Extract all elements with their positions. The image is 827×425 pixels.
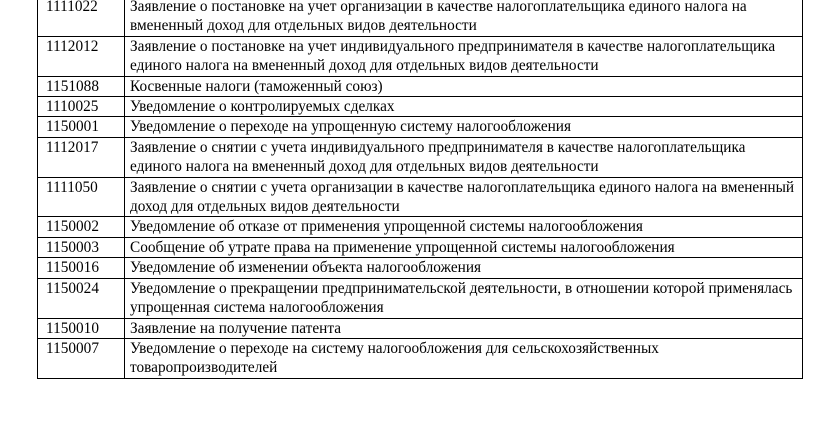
- table-row: [38, 36, 803, 76]
- table-row: [38, 0, 803, 36]
- table-row: [38, 318, 803, 338]
- form-code: 1150002: [38, 217, 125, 237]
- form-name: Сообщение об утрате права на применение упрощенной системы налогообложения: [125, 237, 803, 257]
- form-name: Заявление о постановке на учет организации в качестве налогоплательщика единого налога на вмененный доход для отдельных видов деятельности: [125, 0, 803, 36]
- table-row: [38, 137, 803, 177]
- form-code: 1150016: [38, 258, 125, 278]
- form-name: Уведомление о прекращении предпринимательской деятельности, в отношении которой применялась упрощенная система налогообложения: [125, 278, 803, 318]
- table-row: [38, 258, 803, 278]
- form-name: Уведомление о переходе на систему налогообложения для сельскохозяйственных товаропроизводителей: [125, 338, 803, 378]
- form-name: Заявление о снятии с учета индивидуального предпринимателя в качестве налогоплательщика единого налога на вмененный доход для отдельных видов деятельности: [125, 137, 803, 177]
- form-name: Уведомление об изменении объекта налогообложения: [125, 258, 803, 278]
- form-code: 1150007: [38, 338, 125, 378]
- forms-table: [37, 0, 803, 379]
- form-code: 1150001: [38, 117, 125, 137]
- table-row: [38, 117, 803, 137]
- form-code: 1150010: [38, 318, 125, 338]
- form-code: 1111050: [38, 177, 125, 217]
- form-code: 1112017: [38, 137, 125, 177]
- form-name: Заявление о снятии с учета организации в качестве налогоплательщика единого налога на вмененный доход для отдельных видов деятельности: [125, 177, 803, 217]
- form-name: Заявление на получение патента: [125, 318, 803, 338]
- table-row: [38, 76, 803, 96]
- form-code: 1151088: [38, 76, 125, 96]
- form-code: 1150024: [38, 278, 125, 318]
- table-row: [38, 97, 803, 117]
- form-code: 1110025: [38, 97, 125, 117]
- table-row: [38, 278, 803, 318]
- form-name: Уведомление об отказе от применения упрощенной системы налогообложения: [125, 217, 803, 237]
- table-row: [38, 237, 803, 257]
- table-row: [38, 177, 803, 217]
- form-name: Косвенные налоги (таможенный союз): [125, 76, 803, 96]
- forms-table-body: [38, 0, 803, 378]
- form-code: 1111022: [38, 0, 125, 36]
- table-row: [38, 217, 803, 237]
- form-name: Уведомление о контролируемых сделках: [125, 97, 803, 117]
- table-row: [38, 338, 803, 378]
- form-name: Заявление о постановке на учет индивидуального предпринимателя в качестве налогоплательщика единого налога на вмененный доход для отдельных видов деятельности: [125, 36, 803, 76]
- form-code: 1150003: [38, 237, 125, 257]
- form-name: Уведомление о переходе на упрощенную систему налогообложения: [125, 117, 803, 137]
- form-code: 1112012: [38, 36, 125, 76]
